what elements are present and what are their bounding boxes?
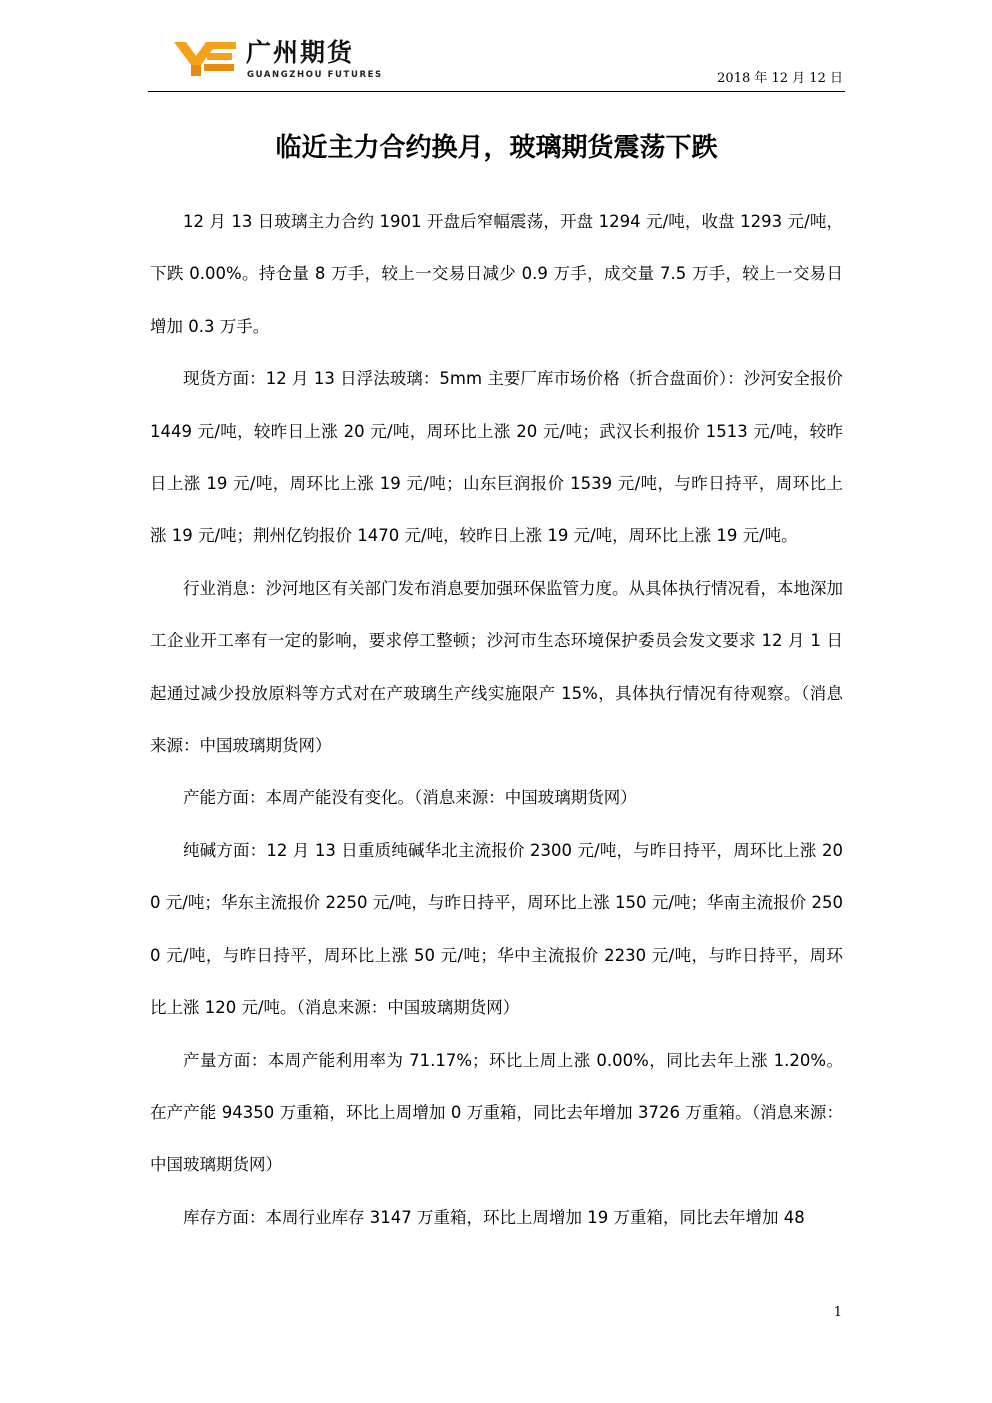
paragraph-spot: 现货方面：12 月 13 日浮法玻璃：5mm 主要厂库市场价格（折合盘面价）：沙河安全报价 1449 元/吨，较昨日上涨 20 元/吨，周环比上涨 20 元/吨；武汉长利报价 1513 元/吨，较昨日上涨 19 元/吨，周环比上涨 19 元/吨；山东巨润报价 1539 元/吨，与昨日持平，周环比上涨 19 元/吨；荆州亿钧报价 1470 元/吨，较昨日上涨 19 元/吨，周环比上涨 19 元/吨。 <box>150 369 843 546</box>
paragraph-industry-news: 行业消息：沙河地区有关部门发布消息要加强环保监管力度。从具体执行情况看，本地深加工企业开工率有一定的影响，要求停工整顿；沙河市生态环境保护委员会发文要求 12 月 1 日起通过减少投放原料等方式对在产玻璃生产线实施限产 15%，具体执行情况有待观察。（消息来源：中国玻璃期货网） <box>150 578 843 756</box>
report-date: 2018 年 12 月 12 日 <box>717 71 843 86</box>
guangzhou-futures-logo-icon <box>174 38 238 78</box>
paragraph-inventory: 库存方面：本周行业库存 3147 万重箱，环比上周增加 19 万重箱，同比去年增加 48 <box>183 1207 805 1227</box>
paragraph-output: 产量方面：本周产能利用率为 71.17%；环比上周上涨 0.00%，同比去年上涨 1.20%。在产产能 94350 万重箱，环比上周增加 0 万重箱，同比去年增加 3726 万重箱。（消息来源：中国玻璃期货网） <box>150 1050 843 1175</box>
logo-english-name: GUANGZHOU FUTURES <box>247 70 383 80</box>
page-header <box>148 30 845 94</box>
paragraph-soda-ash: 纯碱方面：12 月 13 日重质纯碱华北主流报价 2300 元/吨，与昨日持平，周环比上涨 200 元/吨；华东主流报价 2250 元/吨，与昨日持平，周环比上涨 150 元/吨；华南主流报价 2500 元/吨，与昨日持平，周环比上涨 50 元/吨；华中主流报价 2230 元/吨，与昨日持平，周环比上涨 120 元/吨。（消息来源：中国玻璃期货网） <box>150 840 843 1018</box>
article-body <box>150 196 843 1244</box>
logo-chinese-name: 广州期货 <box>246 38 355 67</box>
paragraph-capacity: 产能方面：本周产能没有变化。（消息来源：中国玻璃期货网） <box>183 788 637 808</box>
article-title: 临近主力合约换月，玻璃期货震荡下跌 <box>275 133 718 163</box>
page-number: 1 <box>833 1305 842 1320</box>
paragraph-market-summary: 12 月 13 日玻璃主力合约 1901 开盘后窄幅震荡，开盘 1294 元/吨，收盘 1293 元/吨，下跌 0.00%。持仓量 8 万手，较上一交易日减少 0.9 万手，成交量 7.5 万手，较上一交易日增加 0.3 万手。 <box>150 212 843 336</box>
header-divider <box>148 91 845 92</box>
